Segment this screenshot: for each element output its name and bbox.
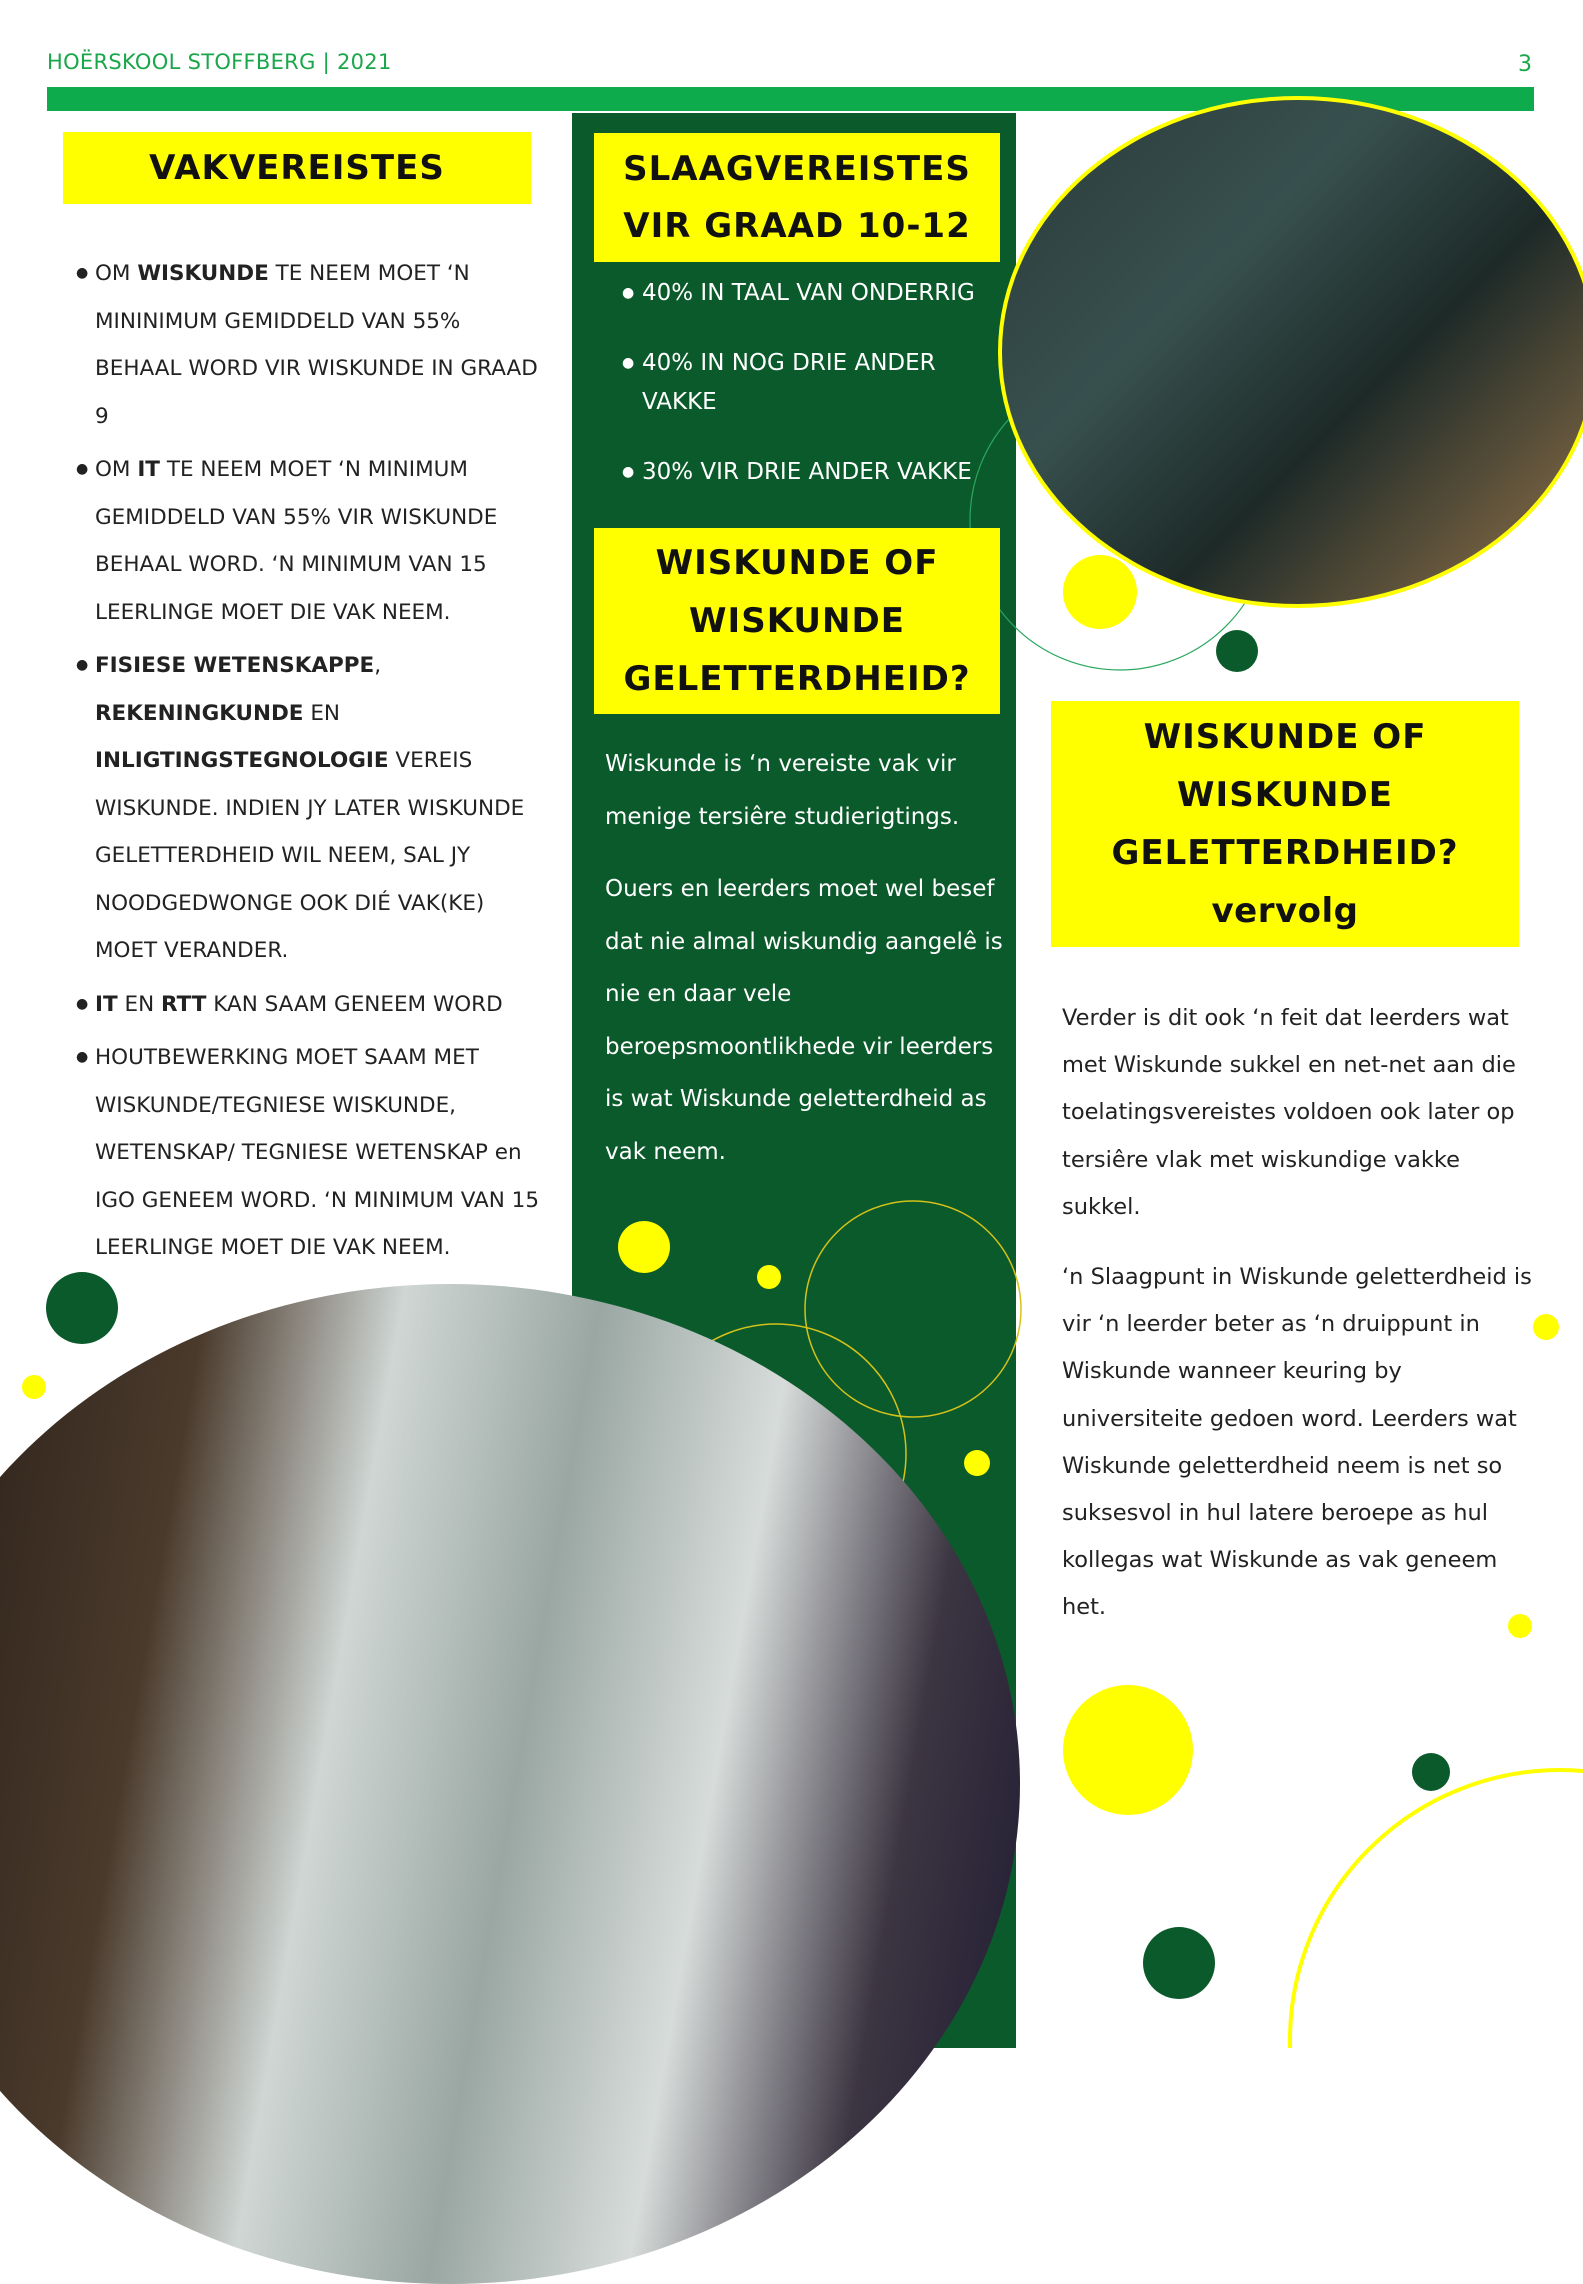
wiskunde-title-line: WISKUNDE OF xyxy=(655,543,939,583)
list-item: ● OM IT TE NEEM MOET ‘N MINIMUM GEMIDDELD VAN 55% VIR WISKUNDE BEHAAL WORD. ‘N MINIMUM VAN 15 LEERLINGE MOET DIE VAK NEEM. xyxy=(76,446,546,636)
classroom-photo xyxy=(998,96,1583,608)
list-item: ● IT EN RTT KAN SAAM GENEEM WORD xyxy=(76,981,546,1029)
vakvereistes-heading xyxy=(63,132,531,204)
deco-dot-green xyxy=(1216,630,1258,672)
deco-dot-yellow xyxy=(1063,1685,1193,1815)
deco-outline-circle xyxy=(805,1201,1021,1417)
list-item: ● FISIESE WETENSKAPPE, REKENINGKUNDE EN INLIGTINGSTEGNOLOGIE VEREIS WISKUNDE. INDIEN JY LATER WISKUNDE GELETTERDHEID WIL NEEM, SAL JY NOODGEDWONGE OOK DIÉ VAK(KE) MOET VERANDER. xyxy=(76,642,546,975)
wiskunde-title-line: GELETTERDHEID? xyxy=(623,659,971,699)
deco-dot-green xyxy=(1412,1753,1450,1791)
deco-dot-yellow xyxy=(1063,555,1137,629)
slaagvereistes-title-line: SLAAGVEREISTES xyxy=(623,148,971,189)
deco-dot-yellow xyxy=(22,1375,46,1399)
vakvereistes-list xyxy=(76,250,546,1278)
deco-dot-green xyxy=(1143,1927,1215,1999)
list-item: ● HOUTBEWERKING MOET SAAM MET WISKUNDE/TEGNIESE WISKUNDE, WETENSKAP/ TEGNIESE WETENSKAP en IGO GENEEM WORD. ‘N MINIMUM VAN 15 LEERLINGE MOET DIE VAK NEEM. xyxy=(76,1034,546,1272)
list-item: ● 40% IN TAAL VAN ONDERRIG xyxy=(622,274,1012,313)
deco-dot-yellow xyxy=(964,1450,990,1476)
deco-dot-green xyxy=(46,1272,118,1344)
list-item: ● OM WISKUNDE TE NEEM MOET ‘N MININIMUM GEMIDDELD VAN 55% BEHAAL WORD VIR WISKUNDE IN GRAAD 9 xyxy=(76,250,546,440)
list-item: ● 40% IN NOG DRIE ANDER VAKKE xyxy=(622,344,1012,422)
slaagvereistes-title-line: VIR GRAAD 10-12 xyxy=(623,205,971,246)
paragraph: Ouers en leerders moet wel besef dat nie almal wiskundig aangelê is nie en daar vele beroepsmoontlikhede vir leerders is wat Wiskunde geletterdheid as vak neem. xyxy=(605,876,1003,1165)
paragraph: Verder is dit ook ‘n feit dat leerders wat met Wiskunde sukkel en net-net aan die toelatingsvereistes voldoen ook later op tersiêre vlak met wiskundige vakke sukkel. xyxy=(1062,1005,1516,1220)
vervolg-title-line: WISKUNDE OF xyxy=(1143,717,1427,757)
paragraph: Wiskunde is ‘n vereiste vak vir menige tersiêre studierigtings. xyxy=(605,751,960,830)
wiskunde-vervolg-body xyxy=(1062,995,1532,1655)
vervolg-title-line: vervolg xyxy=(1211,891,1359,931)
vakvereistes-title: VAKVEREISTES xyxy=(149,148,445,188)
vervolg-title-line: WISKUNDE xyxy=(1177,775,1393,815)
wiskunde-body xyxy=(605,738,1005,1198)
slaagvereistes-heading xyxy=(594,133,1000,262)
wiskunde-heading xyxy=(594,528,1000,714)
wiskunde-vervolg-heading xyxy=(1051,701,1519,947)
deco-dot-yellow xyxy=(757,1265,781,1289)
page-number: 3 xyxy=(1518,52,1532,77)
deco-outline-circle xyxy=(1290,1770,1583,2048)
slaagvereistes-list xyxy=(622,274,1012,523)
header-school-year: HOËRSKOOL STOFFBERG | 2021 xyxy=(47,50,392,74)
paragraph: ‘n Slaagpunt in Wiskunde geletterdheid is vir ‘n leerder beter as ‘n druippunt in Wiskunde wanneer keuring by universiteite gedoen word. Leerders wat Wiskunde geletterdheid neem is net so suksesvol in hul latere beroepe as hul kollegas wat Wiskunde as vak geneem het. xyxy=(1062,1264,1532,1621)
deco-dot-yellow xyxy=(1533,1314,1559,1340)
wiskunde-title-line: WISKUNDE xyxy=(689,601,905,641)
vervolg-title-line: GELETTERDHEID? xyxy=(1111,833,1459,873)
deco-dot-yellow xyxy=(618,1221,670,1273)
list-item: ● 30% VIR DRIE ANDER VAKKE xyxy=(622,453,1012,492)
